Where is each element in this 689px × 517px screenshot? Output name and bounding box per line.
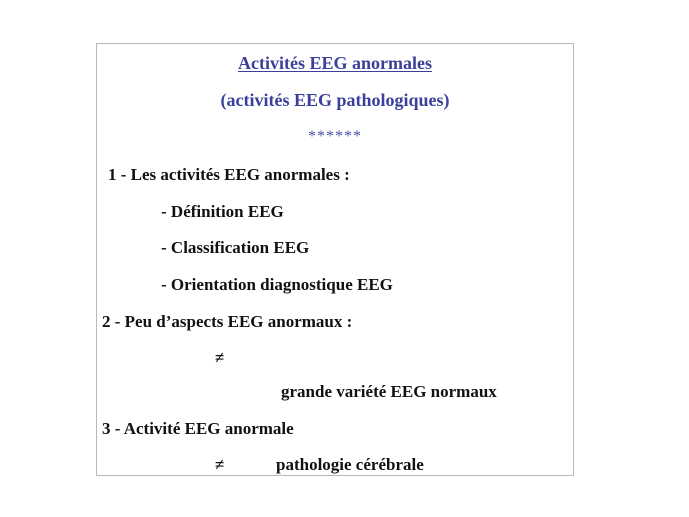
slide-title: Activités EEG anormales	[238, 53, 432, 73]
slide-frame	[96, 43, 574, 476]
section-2-contrast: grande variété EEG normaux	[281, 382, 497, 401]
not-equal-symbol: ≠	[215, 348, 225, 367]
section-1-heading: 1 - Les activités EEG anormales :	[108, 165, 350, 184]
section-1-item-definition: - Définition EEG	[161, 202, 284, 221]
section-3-contrast: pathologie cérébrale	[276, 455, 424, 474]
section-2-heading: 2 - Peu d’aspects EEG anormaux :	[102, 312, 353, 331]
section-1-item-orientation: - Orientation diagnostique EEG	[161, 275, 393, 294]
section-1-item-classification: - Classification EEG	[161, 238, 310, 257]
separator-stars: ******	[308, 128, 362, 145]
not-equal-symbol: ≠	[215, 455, 225, 474]
slide-subtitle: (activités EEG pathologiques)	[220, 90, 450, 110]
section-3-heading: 3 - Activité EEG anormale	[102, 419, 294, 438]
